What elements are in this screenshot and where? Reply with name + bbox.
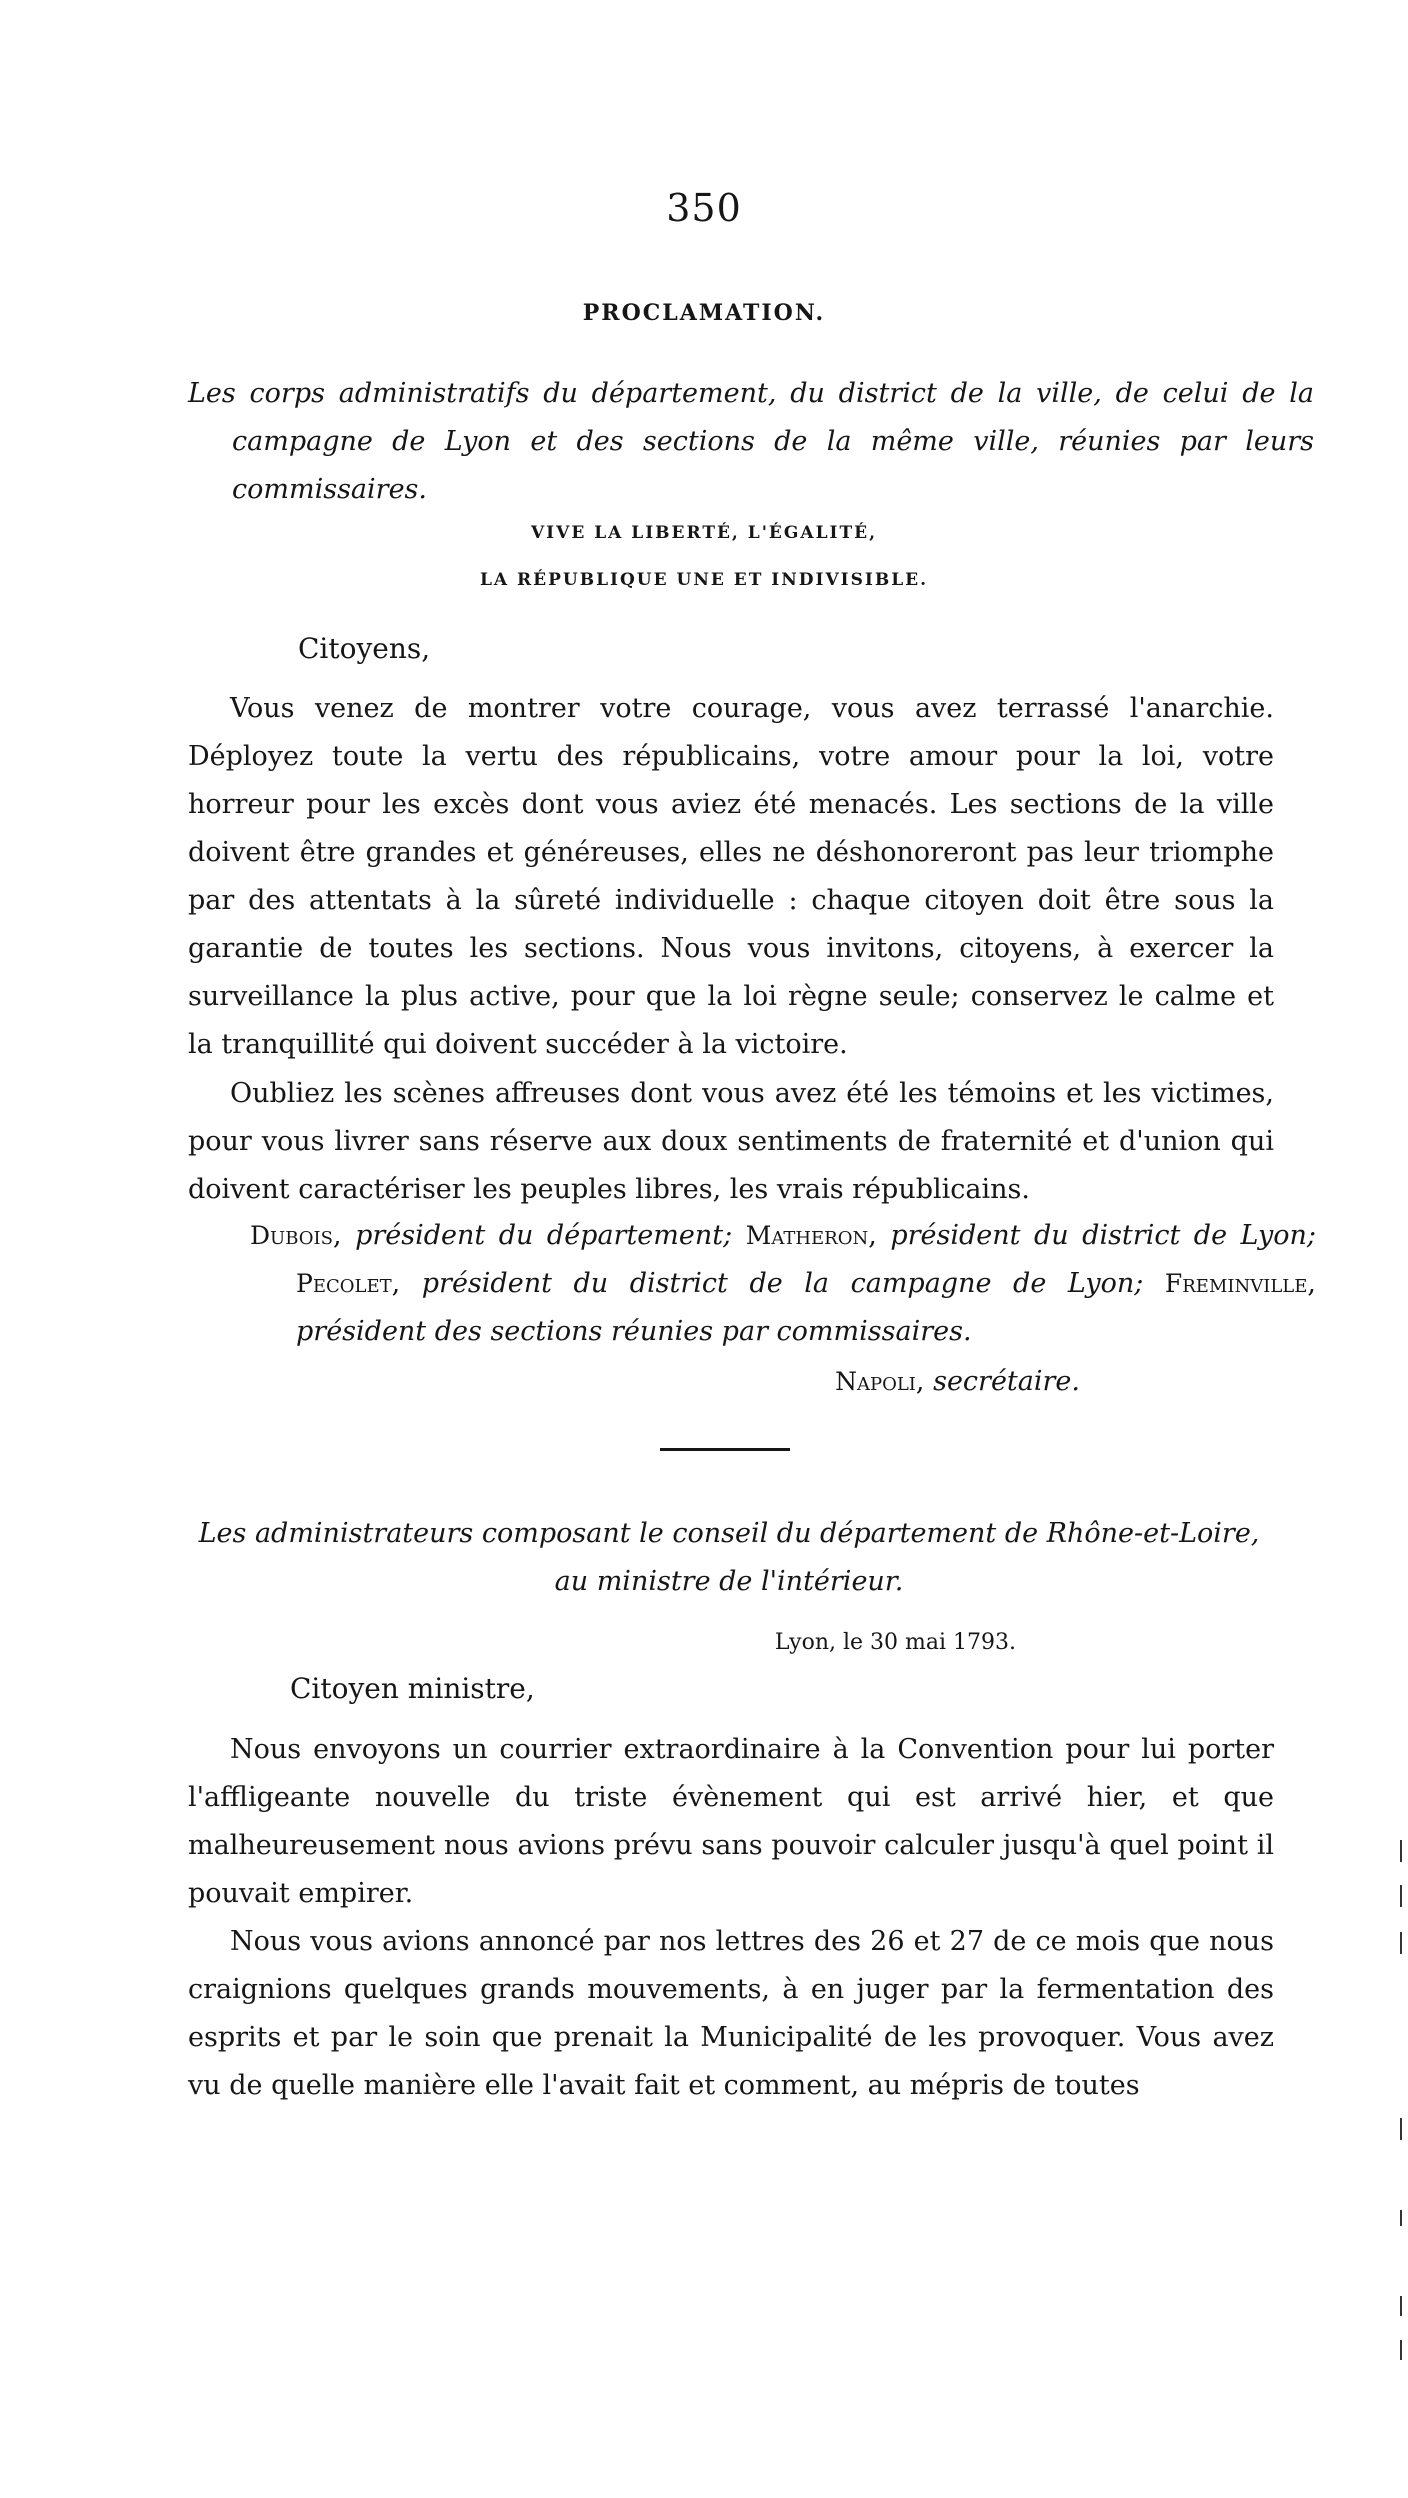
letter-paragraph-1: Nous envoyons un courrier extraordinaire à la Convention pour lui porter l'affligeante nouvelle du triste évènement qui est arrivé hier, et que malheureusement nous avions prévu sans pouvoir calculer jusqu'à quel point il pouvait empirer. [188,1734,1274,1909]
signatory-title-4: président des sections réunies par commissaires. [296,1316,972,1347]
secretary-name: Napoli [835,1367,916,1396]
signatory-title-3: président du district de la campagne de Lyon; [421,1268,1144,1299]
letter-paragraph-2: Nous vous avions annoncé par nos lettres des 26 et 27 de ce mois que nous craignions quelques grands mouvements, à en juger par la fermentation des esprits et par le soin que prenait la Municipalité de les provoquer. Vous avez vu de quelle manière elle l'avait fait et comment, au mépris de toutes [188,1926,1274,2101]
secretary-signature: Napoli, secrétaire. [835,1366,1080,1397]
letter-heading: Les administrateurs composant le conseil du département de Rhône-et-Loire, au ministre de l'intérieur. [198,1518,1260,1597]
page-number: 350 [666,186,742,230]
proclamation-title: PROCLAMATION. [582,300,826,326]
signatory-title-1: président du département; [355,1220,733,1251]
margin-mark [1400,2118,1402,2140]
section-divider [660,1448,790,1451]
proclamation-paragraph-2: Oubliez les scènes affreuses dont vous avez été les témoins et les victimes, pour vous livrer sans réserve aux doux sentiments de fraternité et d'union qui doivent caractériser les peuples libres, les vrais républicains. [188,1078,1274,1205]
margin-mark [1400,2296,1402,2316]
margin-mark [1400,2210,1402,2226]
margin-mark [1400,2340,1402,2360]
secretary-title: secrétaire. [933,1366,1080,1397]
letter-salutation: Citoyen ministre, [290,1672,535,1705]
proclamation-paragraph-1: Vous venez de montrer votre courage, vous avez terrassé l'anarchie. Déployez toute la vertu des républicains, votre amour pour la loi, votre horreur pour les excès dont vous aviez été menacés. Les sections de la ville doivent être grandes et généreuses, elles ne déshonoreront pas leur triomphe par des attentats à la sûreté individuelle : chaque citoyen doit être sous la garantie de toutes les sections. Nous vous invitons, citoyens, à exercer la surveillance la plus active, pour que la loi règne seule; conservez le calme et la tranquillité qui doivent succéder à la victoire. [188,693,1274,1060]
margin-mark [1400,1840,1402,1862]
signatory-title-2: président du district de Lyon; [890,1220,1317,1251]
signatory-name-1: Dubois [250,1221,333,1250]
signatory-name-3: Pecolet [296,1269,392,1298]
signatory-name-2: Matheron [745,1221,869,1250]
signatories: Dubois, président du département; Matheron, président du district de Lyon; Pecolet, président du district de la campagne de Lyon; Freminville, président des sections réunies par commissaires. [250,1220,1317,1347]
letter-dateline: Lyon, le 30 mai 1793. [774,1630,1016,1655]
signatory-name-4: Freminville [1164,1269,1308,1298]
motto-line-1: VIVE LA LIBERTÉ, L'ÉGALITÉ, [530,523,878,543]
proclamation-heading: Les corps administratifs du département, du district de la ville, de celui de la campagne de Lyon et des sections de la même ville, réunies par leurs commissaires. [188,378,1314,505]
proclamation-salutation: Citoyens, [298,632,431,665]
margin-mark [1400,1932,1402,1954]
motto-line-2: LA RÉPUBLIQUE UNE ET INDIVISIBLE. [479,570,929,590]
margin-mark [1400,1885,1402,1907]
